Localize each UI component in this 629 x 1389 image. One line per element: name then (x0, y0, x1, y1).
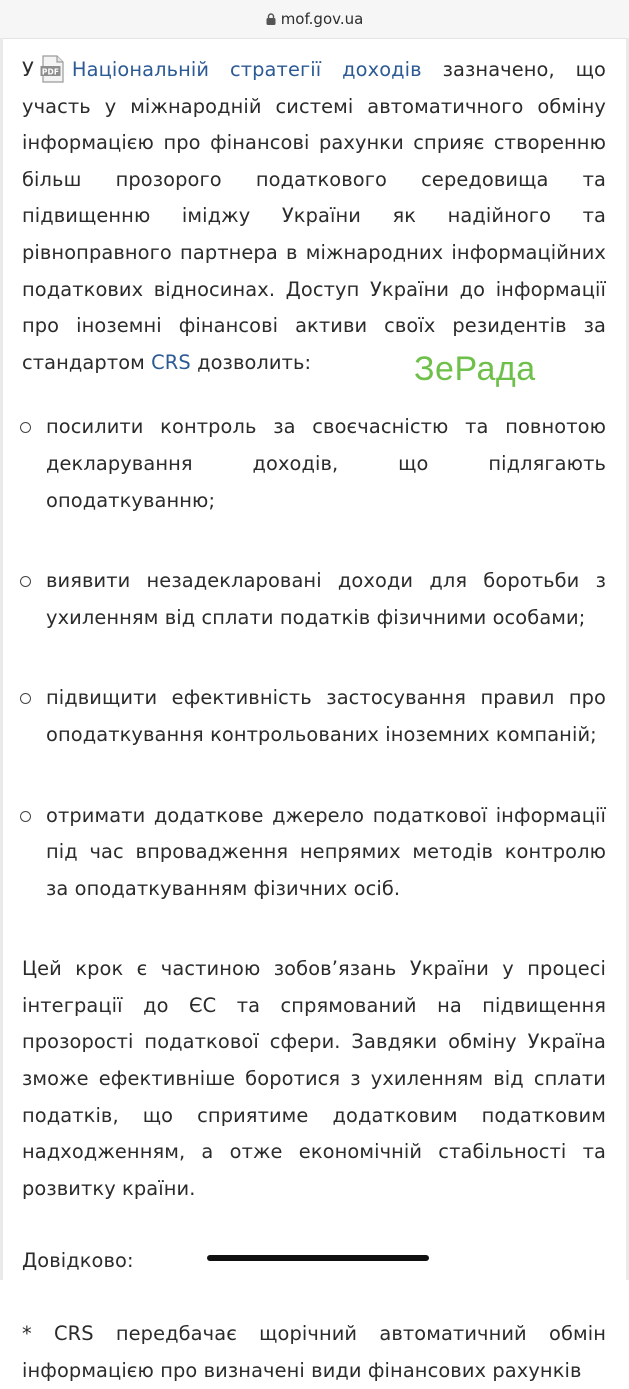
crs-link[interactable]: CRS (151, 350, 191, 374)
list-item-text: отримати додаткове джерело податкової інформації під час впровадження непрямих методів контролю за оподаткуванням фізичних осіб. (46, 803, 606, 900)
list-item (22, 563, 606, 636)
lock-icon (266, 13, 276, 25)
svg-text:PDF: PDF (41, 67, 59, 77)
integration-paragraph: Цей крок є частиною зобов’язань України у процесі інтеграції до ЄС та спрямований на підвищення прозорості податкової сфери. Завдяки обміну Україна зможе ефективніше боротися з ухиленням від сплати податків, що сприятиме додатковим податковим надходженням, а отже економічній стабільності та розвитку країни. (22, 957, 606, 1200)
bullet-list (22, 409, 606, 907)
intro-end: дозволить: (197, 350, 312, 374)
bullet-circle-icon (20, 693, 31, 704)
intro-paragraph (22, 52, 606, 381)
bullet-circle-icon (20, 811, 31, 822)
pdf-icon[interactable] (40, 55, 66, 83)
article-body (22, 52, 606, 1389)
list-item (22, 798, 606, 908)
reference-heading: Довідково: (22, 1249, 134, 1273)
list-item-text: посилити контроль за своєчасністю та повнотою декларування доходів, що підлягають оподаткуванню; (46, 415, 606, 512)
address-bar[interactable] (0, 0, 629, 39)
strategy-link[interactable]: Національній стратегії доходів (71, 58, 422, 81)
home-indicator[interactable] (207, 1255, 429, 1261)
intro-prefix: У (22, 58, 34, 81)
watermark-text: ЗеРада (414, 350, 536, 388)
list-item-text: виявити незадекларовані доходи для боротьби з ухиленням від сплати податків фізичними особами; (46, 569, 606, 629)
list-item (22, 409, 606, 519)
list-item (22, 680, 606, 753)
page-edge-left (0, 38, 3, 1280)
bullet-circle-icon (20, 576, 31, 587)
list-item-text: підвищити ефективність застосування правил про оподаткування контрольованих іноземних компаній; (46, 686, 606, 746)
footnote-paragraph: * CRS передбачає щорічний автоматичний обмін інформацією про визначені види фінансових рахунків (22, 1322, 606, 1382)
url-text: mof.gov.ua (280, 10, 364, 28)
intro-text: зазначено, що участь у міжнародній системі автоматичного обміну інформацією про фінансові рахунки сприяє створенню більш прозорого податкового середовища та підвищенню іміджу України як надійного та рівноправного партнера в міжнародних інформаційних податкових відносинах. Доступ України до інформації про іноземні фінансові активи своїх резидентів за стандартом (22, 58, 607, 374)
bullet-circle-icon (20, 422, 31, 433)
